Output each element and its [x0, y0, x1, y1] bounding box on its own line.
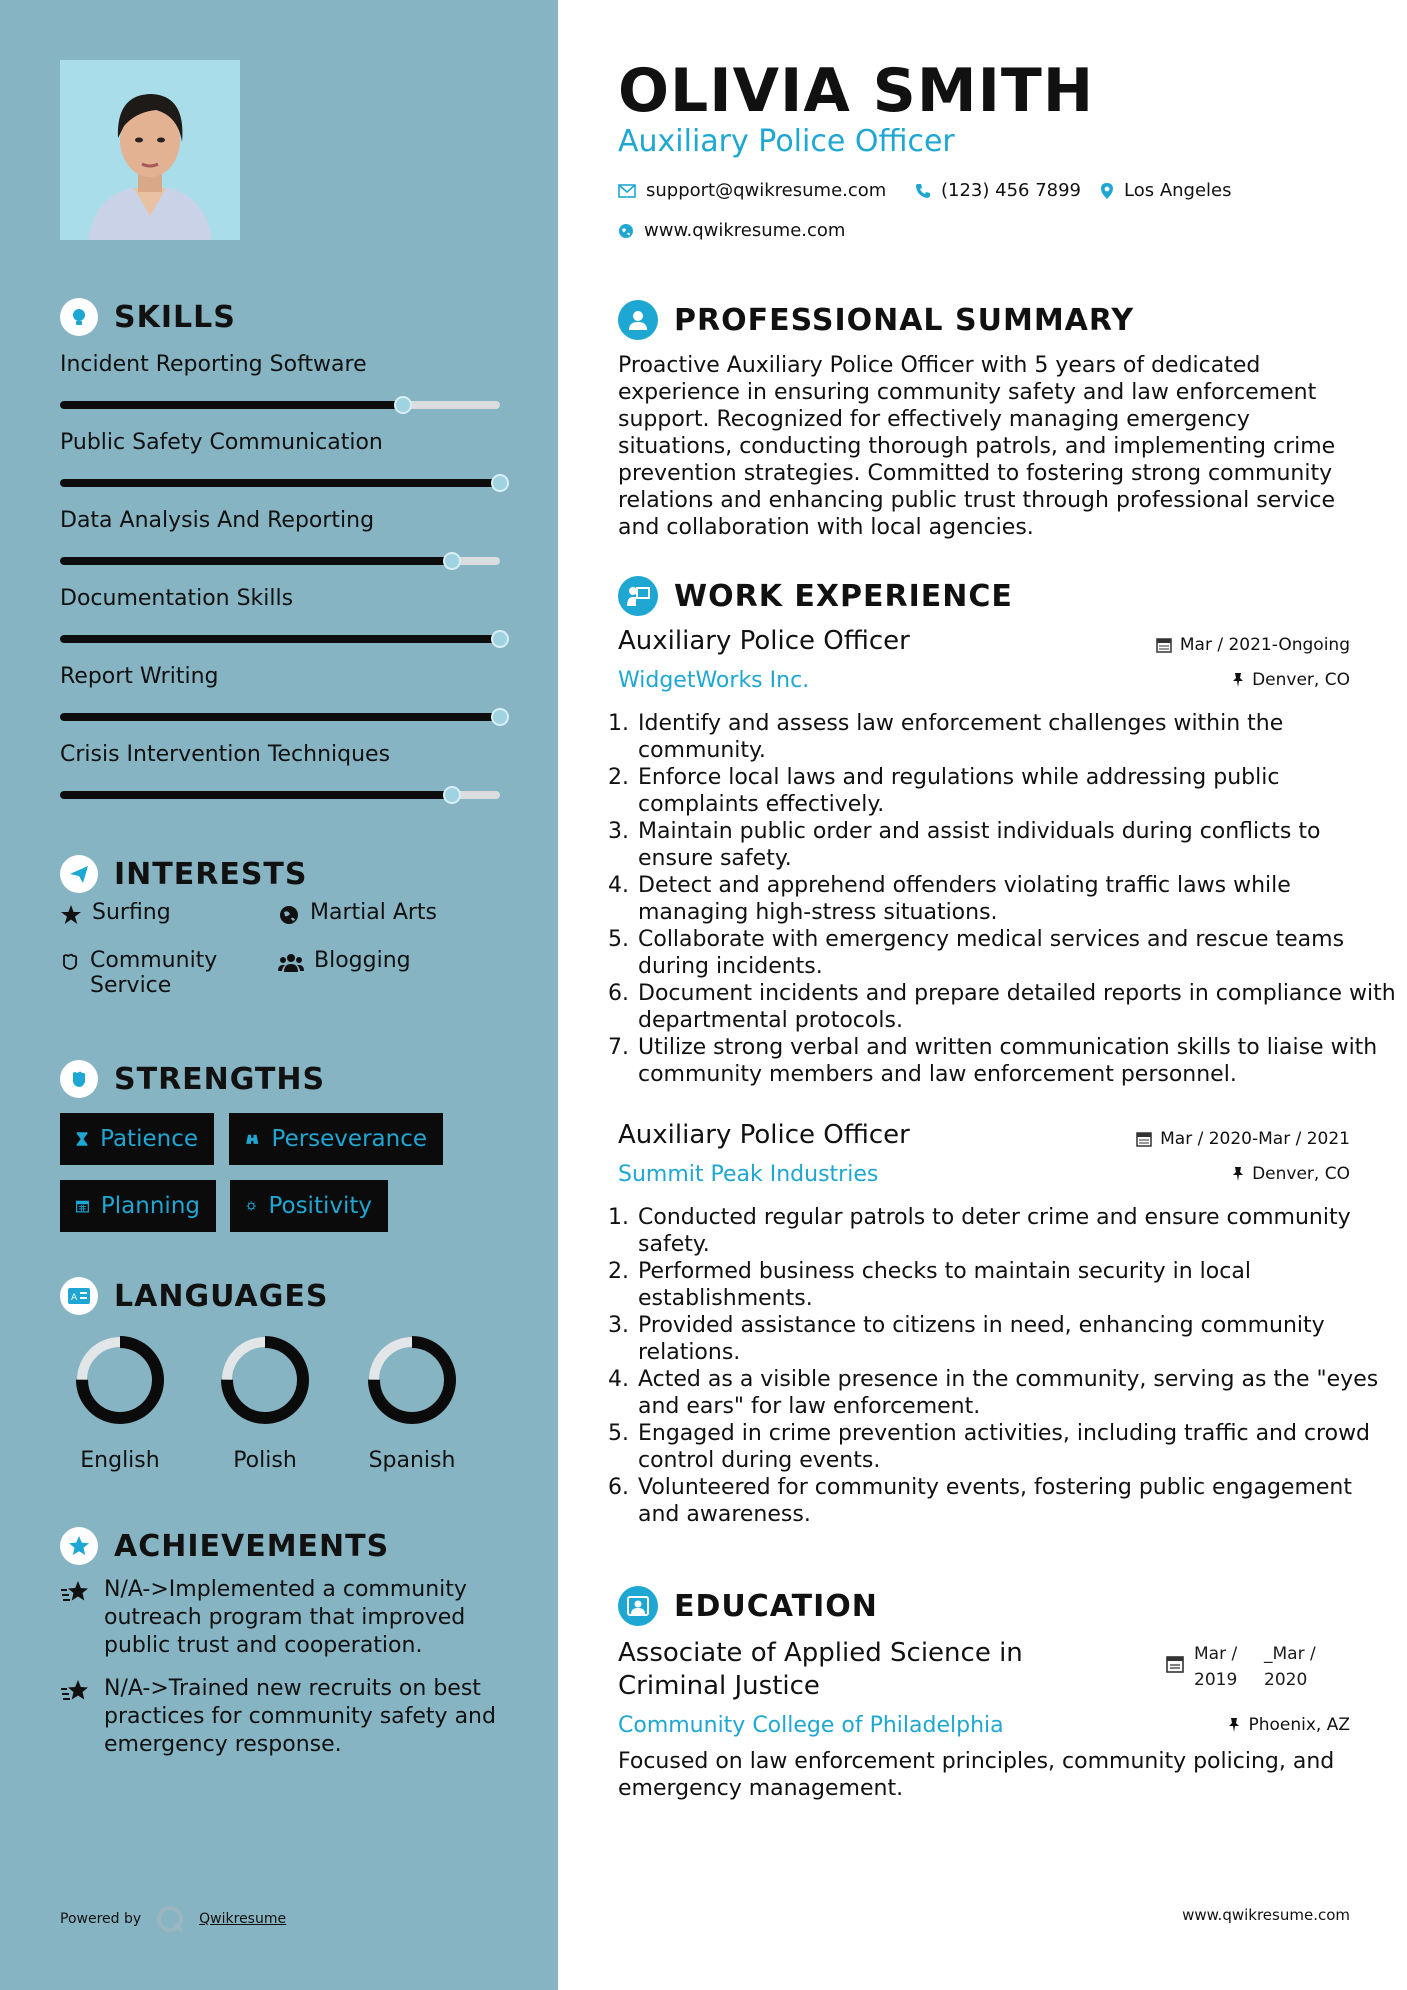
qwikresume-logo-icon [155, 1904, 185, 1934]
qwikresume-link[interactable]: Qwikresume [199, 1911, 287, 1927]
calendar-icon [1166, 1655, 1184, 1673]
duty-item: 7. Utilize strong verbal and written communication skills to liaise with community members and law enforcement personnel. [636, 1034, 1396, 1088]
skill-name: Crisis Intervention Techniques [60, 742, 391, 767]
skill-item [60, 664, 500, 721]
skill-name: Data Analysis And Reporting [60, 508, 375, 533]
skill-bar-knob [491, 474, 509, 492]
globe-icon [618, 223, 634, 239]
candidate-name: OLIVIA SMITH [618, 56, 1095, 126]
education-location-text: Phoenix, AZ [1248, 1715, 1350, 1735]
skill-bar-knob [491, 630, 509, 648]
skill-level-bar [60, 713, 500, 721]
users-icon [278, 952, 304, 974]
phone-icon [915, 183, 931, 199]
phone-text: (123) 456 7899 [941, 180, 1082, 201]
interests-heading [60, 855, 308, 893]
presenter-icon [618, 576, 658, 616]
skill-bar-fill [60, 713, 500, 721]
duty-item: 6. Document incidents and prepare detailed reports in compliance with departmental protocols. [636, 980, 1396, 1034]
interest-label: Martial Arts [310, 900, 438, 925]
shooting-star-icon [60, 1578, 92, 1606]
education-end: _Mar / 2020 [1264, 1644, 1316, 1690]
school-name: Community College of Philadelphia [618, 1713, 1004, 1738]
footer-url[interactable]: www.qwikresume.com [1182, 1906, 1350, 1924]
skill-item [60, 430, 500, 487]
language-level-ring [72, 1332, 168, 1428]
company-name: WidgetWorks Inc. [618, 668, 810, 693]
language-item [357, 1332, 467, 1473]
interest-martial-arts [278, 900, 437, 926]
sidebar [0, 0, 558, 1990]
powered-by-label: Powered by [60, 1911, 142, 1927]
duty-item: 2. Performed business checks to maintain security in local establishments. [636, 1258, 1396, 1312]
contact-email [618, 180, 886, 201]
globe-icon [278, 904, 300, 926]
skill-bar-fill [60, 791, 452, 799]
language-level-ring [217, 1332, 313, 1428]
sun-icon [246, 1195, 256, 1217]
education-title: EDUCATION [674, 1588, 878, 1624]
language-item [65, 1332, 175, 1473]
duty-item: 3. Provided assistance to citizens in need, enhancing community relations. [636, 1312, 1396, 1366]
strengths-heading [60, 1060, 325, 1098]
skill-level-bar [60, 557, 500, 565]
skill-bar-knob [394, 396, 412, 414]
language-card-icon [60, 1277, 98, 1315]
user-icon [618, 300, 658, 340]
job-title: Auxiliary Police Officer [618, 1120, 910, 1150]
profile-photo [60, 60, 240, 240]
achievement-item [60, 1576, 500, 1660]
graduate-icon [618, 1586, 658, 1626]
job-duties [610, 1204, 1396, 1528]
interests-title: INTERESTS [114, 856, 308, 892]
candidate-role: Auxiliary Police Officer [618, 124, 955, 159]
powered-by [60, 1904, 286, 1934]
summary-title: PROFESSIONAL SUMMARY [674, 302, 1135, 338]
job-dates [1136, 1129, 1350, 1149]
skill-level-bar [60, 791, 500, 799]
skills-heading [60, 298, 236, 336]
skill-name: Incident Reporting Software [60, 352, 367, 377]
job-dates-text: Mar / 2020-Mar / 2021 [1160, 1129, 1350, 1149]
job-location [1232, 670, 1350, 690]
job-duties [610, 710, 1396, 1088]
job-title: Auxiliary Police Officer [618, 626, 910, 656]
interest-label: Surfing [92, 900, 171, 925]
education-description: Focused on law enforcement principles, community policing, and emergency management. [618, 1749, 1335, 1801]
pushpin-icon [1228, 1717, 1240, 1733]
strengths-title: STRENGTHS [114, 1061, 326, 1097]
location-text: Los Angeles [1124, 180, 1232, 201]
summary-text: Proactive Auxiliary Police Officer with 5 years of dedicated experience in ensuring community safety and law enforcement support. Recognized for effectively managing emergency situations, conducting thorough patrols, and implementing crime prevention strategies. Committed to fostering strong community relations and enhancing public trust through professional service and collaboration with local agencies. [618, 353, 1336, 540]
envelope-icon [618, 184, 636, 198]
duty-item: 4. Detect and apprehend offenders violating traffic laws while managing high-stress situations. [636, 872, 1396, 926]
interest-community-service [60, 948, 250, 998]
achievement-item [60, 1675, 500, 1759]
languages-title: LANGUAGES [114, 1278, 329, 1314]
duty-item: 5. Engaged in crime prevention activities, including traffic and crowd control during events. [636, 1420, 1396, 1474]
pushpin-icon [1232, 1166, 1244, 1182]
language-item [210, 1332, 320, 1473]
skill-bar-fill [60, 401, 403, 409]
skill-bar-knob [443, 786, 461, 804]
portrait-illustration [60, 60, 240, 240]
skill-bar-fill [60, 635, 500, 643]
paper-plane-icon [60, 855, 98, 893]
strength-label: Planning [100, 1193, 200, 1219]
job-location-text: Denver, CO [1252, 1164, 1350, 1184]
strength-label: Patience [100, 1126, 198, 1152]
skill-bar-fill [60, 557, 452, 565]
skill-item [60, 586, 500, 643]
star-badge-icon [60, 1527, 98, 1565]
contact-location [1100, 180, 1232, 201]
star-icon [60, 904, 82, 926]
interest-blogging [278, 948, 411, 974]
experience-title: WORK EXPERIENCE [674, 578, 1013, 614]
strength-patience [60, 1113, 214, 1165]
website-text[interactable]: www.qwikresume.com [644, 220, 846, 241]
skill-level-bar [60, 479, 500, 487]
hourglass-icon [76, 1128, 88, 1150]
language-level-ring [364, 1332, 460, 1428]
job-location [1232, 1164, 1350, 1184]
education-location [1228, 1715, 1350, 1735]
interest-label: Community Service [90, 948, 218, 998]
skill-name: Public Safety Communication [60, 430, 383, 455]
shooting-star-icon [60, 1677, 92, 1705]
duty-item: 1. Conducted regular patrols to deter crime and ensure community safety. [636, 1204, 1396, 1258]
achievements-title: ACHIEVEMENTS [114, 1528, 390, 1564]
education-dates [1166, 1641, 1316, 1693]
duty-item: 2. Enforce local laws and regulations while addressing public complaints effectively. [636, 764, 1396, 818]
strength-positivity [230, 1180, 388, 1232]
strength-label: Positivity [268, 1193, 372, 1219]
skill-level-bar [60, 401, 500, 409]
job-dates [1156, 635, 1350, 655]
strength-planning [60, 1180, 216, 1232]
skill-name: Report Writing [60, 664, 219, 689]
duty-item: 3. Maintain public order and assist individuals during conflicts to ensure safety. [636, 818, 1396, 872]
skill-item [60, 352, 500, 409]
contact-phone [915, 180, 1081, 201]
interest-label: Blogging [314, 948, 411, 973]
languages-heading [60, 1277, 328, 1315]
fist-icon [60, 1060, 98, 1098]
job-location-text: Denver, CO [1252, 670, 1350, 690]
calendar-icon [76, 1195, 89, 1217]
skill-name: Documentation Skills [60, 586, 294, 611]
degree-title: Associate of Applied Science in Criminal Justice [618, 1638, 1023, 1701]
language-name: Spanish [368, 1448, 456, 1473]
skill-item [60, 508, 500, 565]
contact-website [618, 220, 845, 241]
strength-label: Perseverance [271, 1126, 427, 1152]
duty-item: 1. Identify and assess law enforcement challenges within the community. [636, 710, 1396, 764]
experience-heading [618, 576, 1013, 616]
achievement-text: N/A->Trained new recruits on best practices for community safety and emergency response. [104, 1676, 496, 1757]
language-name: Polish [233, 1448, 297, 1473]
skill-level-bar [60, 635, 500, 643]
skill-bar-knob [491, 708, 509, 726]
achievement-text: N/A->Implemented a community outreach program that improved public trust and cooperation. [104, 1577, 467, 1658]
lightbulb-icon [60, 298, 98, 336]
summary-heading [618, 300, 1134, 340]
skills-title: SKILLS [114, 299, 236, 335]
company-name: Summit Peak Industries [618, 1162, 879, 1187]
duty-item: 6. Volunteered for community events, fostering public engagement and awareness. [636, 1474, 1396, 1528]
svg-text:A: A [71, 1293, 78, 1303]
hand-icon [60, 952, 80, 972]
duty-item: 5. Collaborate with emergency medical services and rescue teams during incidents. [636, 926, 1396, 980]
main-content [558, 0, 1407, 1990]
calendar-icon [1136, 1131, 1152, 1147]
achievements-heading [60, 1527, 389, 1565]
binoculars-icon [245, 1129, 260, 1149]
duty-item: 4. Acted as a visible presence in the community, serving as the "eyes and ears" for law enforcement. [636, 1366, 1396, 1420]
pushpin-icon [1232, 672, 1244, 688]
job-dates-text: Mar / 2021-Ongoing [1179, 635, 1350, 655]
language-name: English [80, 1448, 160, 1473]
strength-perseverance [229, 1113, 443, 1165]
calendar-icon [1156, 637, 1172, 653]
interest-surfing [60, 900, 171, 926]
map-pin-icon [1100, 182, 1114, 200]
email-text[interactable]: support@qwikresume.com [646, 180, 887, 201]
skill-bar-fill [60, 479, 500, 487]
skill-item [60, 742, 500, 799]
education-heading [618, 1586, 878, 1626]
skill-bar-knob [443, 552, 461, 570]
education-start: Mar / 2019 [1194, 1644, 1238, 1690]
